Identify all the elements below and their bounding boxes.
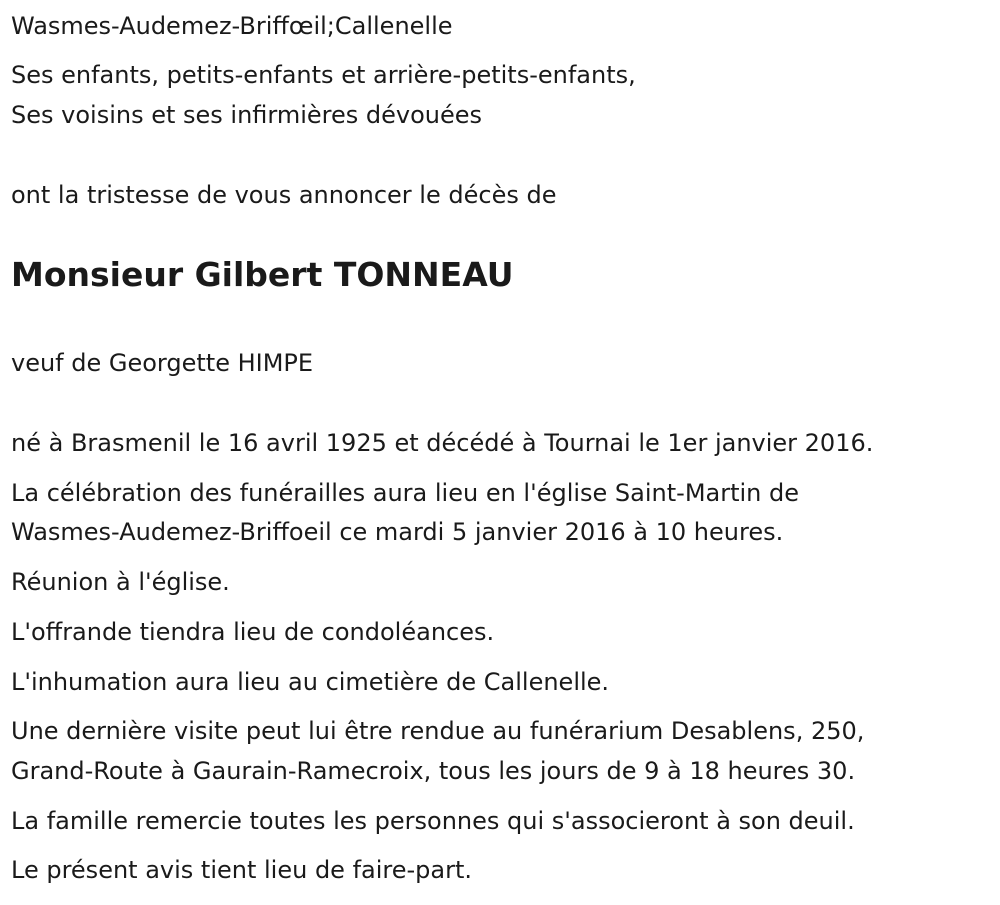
birth-death-text: né à Brasmenil le 16 avril 1925 et décédé à Tournai le 1er janvier 2016. bbox=[11, 429, 874, 457]
widow-of-text: veuf de Georgette HIMPE bbox=[11, 349, 314, 377]
notice-location: Wasmes-Audemez-Briffœil;Callenelle bbox=[11, 12, 453, 40]
celebration-line-1: La célébration des funérailles aura lieu en l'église Saint-Martin de bbox=[11, 479, 800, 507]
reunion-text: Réunion à l'église. bbox=[11, 568, 230, 596]
faire-part-text: Le présent avis tient lieu de faire-part. bbox=[11, 856, 473, 884]
offrande-text: L'offrande tiendra lieu de condoléances. bbox=[11, 618, 495, 646]
visit-line-2: Grand-Route à Gaurain-Ramecroix, tous les jours de 9 à 18 heures 30. bbox=[11, 757, 856, 785]
thanks-text: La famille remercie toutes les personnes qui s'associeront à son deuil. bbox=[11, 807, 855, 835]
announcement-text: ont la tristesse de vous annoncer le décès de bbox=[11, 181, 557, 209]
family-line-2: Ses voisins et ses infirmières dévouées bbox=[11, 101, 483, 129]
family-line-1: Ses enfants, petits-enfants et arrière-petits-enfants, bbox=[11, 61, 636, 89]
inhumation-text: L'inhumation aura lieu au cimetière de Callenelle. bbox=[11, 668, 610, 696]
deceased-name: Monsieur Gilbert TONNEAU bbox=[11, 255, 514, 294]
celebration-line-2: Wasmes-Audemez-Briffoeil ce mardi 5 janvier 2016 à 10 heures. bbox=[11, 518, 784, 546]
visit-line-1: Une dernière visite peut lui être rendue au funérarium Desablens, 250, bbox=[11, 717, 865, 745]
